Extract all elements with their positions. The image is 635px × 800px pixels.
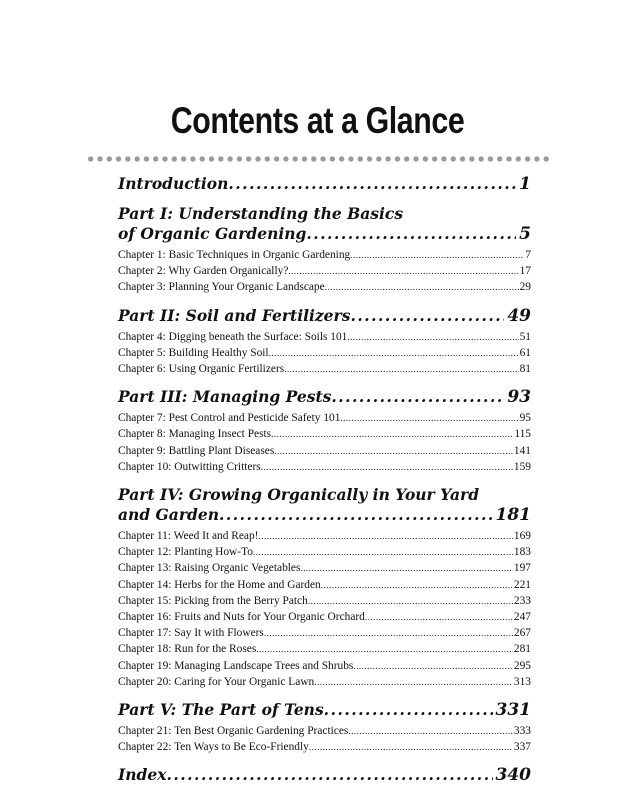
dot-leader [274, 443, 513, 459]
chapter-label: Chapter 6: Using Organic Fertilizers [118, 363, 285, 376]
chapter-label: Chapter 8: Managing Insect Pests [118, 428, 272, 441]
chapter-label: Chapter 13: Raising Organic Vegetables [118, 562, 301, 575]
part-3-page: 93 [507, 387, 531, 408]
toc-chapter-7[interactable] [118, 410, 531, 426]
chapter-label: Chapter 5: Building Healthy Soil [118, 346, 269, 359]
toc-chapter-3[interactable] [118, 279, 531, 295]
toc-chapter-8[interactable] [118, 426, 531, 442]
toc-chapter-21[interactable] [118, 723, 531, 739]
chapter-label: Chapter 2: Why Garden Organically? [118, 265, 289, 278]
chapter-label: Chapter 4: Digging beneath the Surface: Soils 101 [118, 330, 348, 343]
dot-leader [258, 528, 512, 544]
chapter-page: 233 [513, 594, 531, 607]
toc-chapter-22[interactable] [118, 739, 531, 755]
part-4-title-line1: Part IV: Growing Organically in Your Yard [118, 485, 480, 505]
dotted-divider [86, 155, 551, 163]
chapter-label: Chapter 9: Battling Plant Diseases [118, 444, 275, 457]
chapter-page: 313 [513, 675, 531, 688]
toc-part-3[interactable] [118, 387, 531, 407]
toc-chapter-14[interactable] [118, 577, 531, 593]
chapter-page: 281 [513, 643, 531, 656]
part-2-title: Part II: Soil and Fertilizers [118, 305, 351, 325]
dot-leader [365, 609, 513, 625]
chapter-page: 159 [513, 460, 531, 473]
chapter-label: Chapter 15: Picking from the Berry Patch [118, 594, 308, 607]
dot-leader [284, 361, 518, 377]
dot-leader [350, 247, 524, 263]
chapter-label: Chapter 20: Caring for Your Organic Lawn [118, 675, 315, 688]
chapter-page: 7 [525, 249, 531, 261]
dot-leader [219, 505, 493, 525]
part-4-title-line2: and Garden [118, 505, 219, 525]
toc-part-1[interactable] [118, 204, 531, 244]
chapter-label: Chapter 12: Planting How-To [118, 546, 253, 559]
dot-leader [306, 224, 516, 244]
toc-intro-entry[interactable] [118, 174, 531, 194]
dot-leader [271, 426, 513, 442]
page-title: Contents at a Glance [170, 100, 465, 141]
chapter-page: 95 [519, 412, 531, 425]
chapter-label: Chapter 10: Outwitting Critters [118, 460, 261, 473]
toc-index-entry[interactable] [118, 765, 531, 785]
dot-leader [228, 174, 516, 194]
chapter-page: 267 [513, 627, 531, 640]
chapter-page: 29 [519, 281, 531, 294]
chapter-label: Chapter 19: Managing Landscape Trees and Shrubs [118, 659, 354, 672]
dot-leader [348, 723, 513, 739]
toc-chapter-4[interactable] [118, 329, 531, 345]
part-3-title: Part III: Managing Pests [118, 387, 332, 407]
part-5-title: Part V: The Part of Tens [118, 700, 324, 720]
toc-chapter-16[interactable] [118, 609, 531, 625]
part-2-page: 49 [507, 305, 531, 326]
part-1-title-line2: of Organic Gardening [118, 224, 307, 243]
toc-chapter-13[interactable] [118, 560, 531, 576]
part-4-page: 181 [495, 505, 531, 526]
chapter-page: 295 [513, 659, 531, 672]
toc-chapter-19[interactable] [118, 658, 531, 674]
chapter-label: Chapter 7: Pest Control and Pesticide Safety 101 [118, 412, 341, 425]
chapter-label: Chapter 16: Fruits and Nuts for Your Organic Orchard [118, 611, 365, 624]
dot-leader [256, 641, 513, 657]
part-5-page: 331 [495, 700, 531, 721]
dot-leader [288, 263, 518, 279]
chapter-page: 61 [519, 346, 531, 359]
chapter-label: Chapter 11: Weed It and Reap! [118, 530, 259, 543]
toc-chapter-5[interactable] [118, 345, 531, 361]
toc-chapter-2[interactable] [118, 263, 531, 279]
table-of-contents [118, 174, 531, 788]
part-1-page: 5 [519, 224, 531, 244]
chapter-page: 197 [513, 562, 531, 575]
toc-index-page: 340 [495, 765, 531, 786]
toc-intro-page: 1 [519, 174, 531, 194]
dot-leader [321, 577, 513, 593]
chapter-page: 247 [513, 611, 531, 624]
chapter-label: Chapter 18: Run for the Roses [118, 643, 257, 656]
dot-leader [309, 739, 513, 755]
dot-leader [166, 765, 492, 785]
chapter-page: 337 [513, 741, 531, 754]
chapter-label: Chapter 22: Ten Ways to Be Eco-Friendly [118, 741, 309, 754]
dot-leader [331, 387, 504, 407]
chapter-page: 221 [513, 578, 531, 591]
chapter-page: 81 [519, 363, 531, 376]
toc-chapter-18[interactable] [118, 641, 531, 657]
chapter-page: 333 [513, 725, 531, 738]
dot-leader [261, 459, 513, 475]
toc-part-5[interactable] [118, 700, 531, 720]
toc-chapter-12[interactable] [118, 544, 531, 560]
chapter-label: Chapter 1: Basic Techniques in Organic Gardening [118, 249, 351, 261]
toc-chapter-11[interactable] [118, 528, 531, 544]
toc-chapter-10[interactable] [118, 459, 531, 475]
dot-leader [300, 560, 512, 576]
chapter-label: Chapter 14: Herbs for the Home and Garden [118, 578, 321, 591]
chapter-label: Chapter 21: Ten Best Organic Gardening Practices [118, 725, 349, 738]
toc-chapter-20[interactable] [118, 674, 531, 690]
dot-leader [353, 658, 513, 674]
chapter-page: 17 [519, 265, 531, 278]
dot-leader [269, 345, 519, 361]
dot-leader [253, 544, 513, 560]
chapter-page: 141 [513, 444, 531, 457]
dot-leader [308, 593, 513, 609]
chapter-page: 115 [514, 428, 531, 441]
dot-leader [340, 410, 518, 426]
chapter-page: 51 [519, 330, 531, 343]
toc-index-label: Index [118, 765, 167, 785]
dot-leader [324, 700, 493, 720]
part-1-title-line1: Part I: Understanding the Basics [118, 204, 404, 223]
chapter-page: 183 [513, 546, 531, 559]
toc-chapter-9[interactable] [118, 443, 531, 459]
toc-chapter-6[interactable] [118, 361, 531, 377]
dot-leader [350, 306, 504, 326]
toc-chapter-1[interactable] [118, 247, 531, 263]
toc-part-4[interactable] [118, 485, 531, 525]
dot-leader [347, 329, 518, 345]
chapter-label: Chapter 17: Say It with Flowers [118, 627, 264, 640]
dot-leader [325, 279, 519, 295]
toc-chapter-17[interactable] [118, 625, 531, 641]
chapter-page: 169 [513, 530, 531, 543]
toc-intro-label: Introduction [118, 174, 229, 193]
toc-chapter-15[interactable] [118, 593, 531, 609]
dot-leader [264, 625, 513, 641]
toc-part-2[interactable] [118, 306, 531, 326]
chapter-label: Chapter 3: Planning Your Organic Landscape [118, 281, 325, 294]
dot-leader [314, 674, 513, 690]
